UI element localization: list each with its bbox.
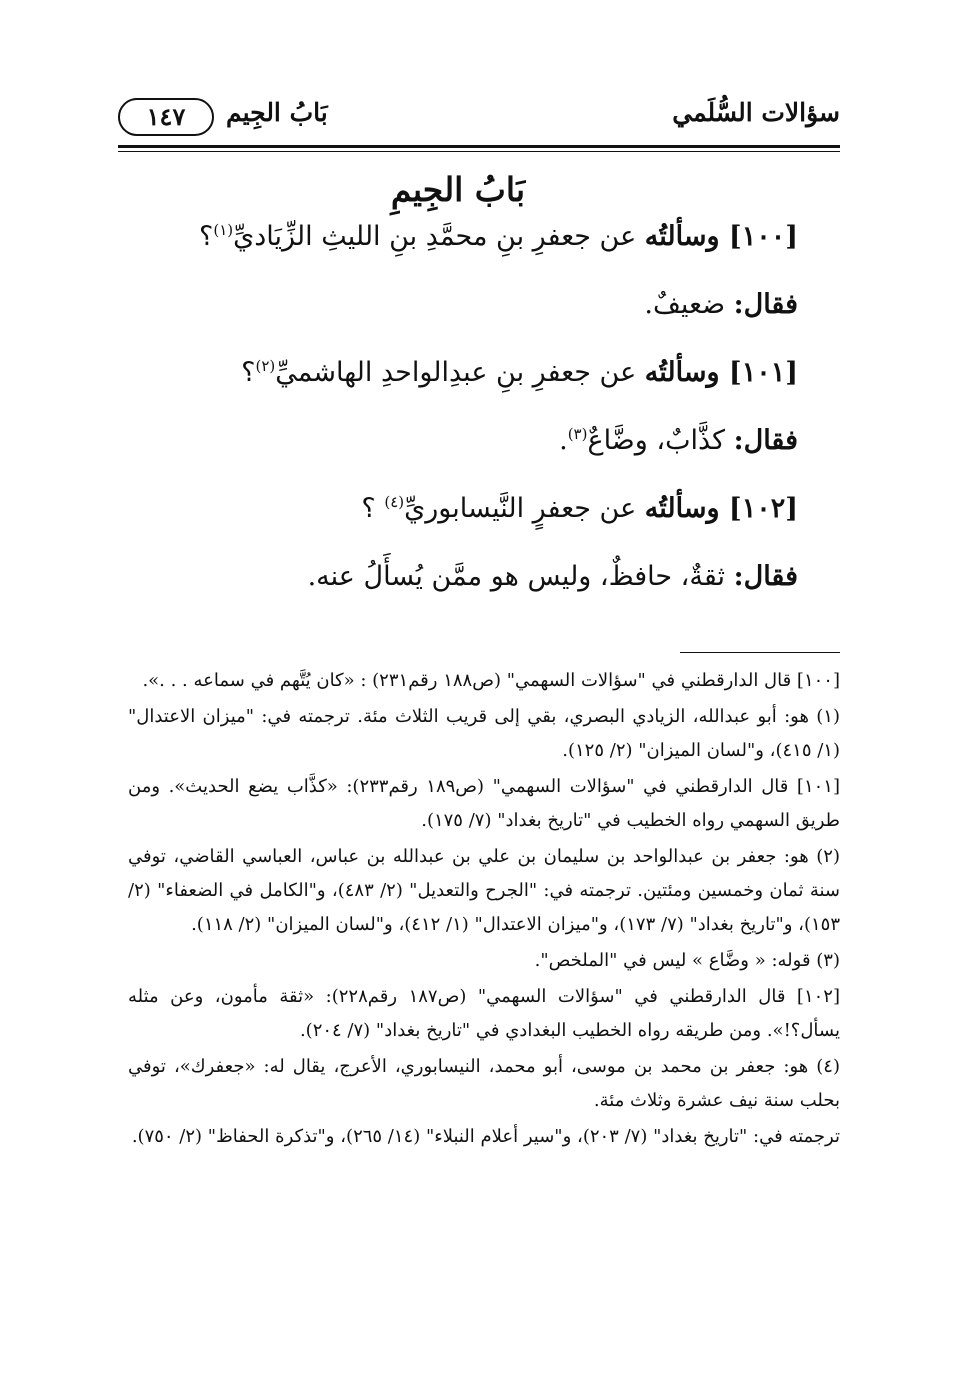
question-100 bbox=[118, 218, 798, 286]
footnote-ref: (٣) bbox=[567, 425, 588, 443]
header-rule-thin bbox=[118, 151, 840, 152]
footnote-item: [١٠٢] قال الدارقطني في "سؤالات السهمي" (ص١٨٧ رقم٢٢٨): «ثقة مأمون، وعن مثله يسأل؟!». ومن طريقه رواه الخطيب البغدادي في "تاريخ بغداد" (٧/ ٢٠٤). bbox=[128, 986, 841, 1041]
answer-text: ثقةٌ، حافظٌ، وليس هو ممَّن يُسأَلُ عنه. bbox=[307, 561, 734, 592]
answer-lead: فقال: bbox=[733, 289, 798, 320]
footnote-item: (١) هو: أبو عبدالله، الزيادي البصري، بقي إلى قريب الثلاث مئة. ترجمته في: "ميزان الاعتدال" (١/ ٤١٥)، و"لسان الميزان" (٢/ ١٢٥). bbox=[128, 706, 840, 761]
footnote-item: [١٠٠] قال الدارقطني في "سؤالات السهمي" (ص١٨٨ رقم٢٣١) : «كان يُتَّهم في سماعه . . .». bbox=[142, 670, 840, 691]
question-text: عن جعفرِ بنِ محمَّدِ بنِ الليثِ الزِّيَاديِّ bbox=[233, 221, 645, 252]
footnote-ref: (٢) bbox=[255, 357, 276, 375]
question-102 bbox=[118, 490, 798, 558]
question-mark: ؟ bbox=[198, 221, 214, 252]
answer-lead: فقال: bbox=[733, 561, 798, 592]
footnote-item: (٣) قوله: « وضَّاع » ليس في "الملخص". bbox=[534, 950, 840, 971]
footnote-item: ترجمته في: "تاريخ بغداد" (٧/ ٢٠٣)، و"سير أعلام النبلاء" (١٤/ ٢٦٥)، و"تذكرة الحفاظ" (٢/ ٧٥٠). bbox=[131, 1126, 840, 1147]
running-title: سؤالات السُّلَمي bbox=[672, 98, 840, 127]
answer-100 bbox=[118, 286, 798, 354]
question-text: عن جعفرِ بنِ عبدِالواحدِ الهاشميِّ bbox=[275, 357, 645, 388]
footnote-ref: (٤) bbox=[384, 493, 405, 511]
question-lead: [١٠١] وسألتُه bbox=[644, 357, 798, 388]
question-lead: [١٠٢] وسألتُه bbox=[644, 493, 798, 524]
question-lead: [١٠٠] وسألتُه bbox=[644, 221, 798, 252]
answer-102 bbox=[118, 558, 798, 626]
answer-end: . bbox=[559, 425, 568, 456]
footnotes bbox=[128, 664, 840, 1156]
answer-text: كذَّابٌ، وضَّاعٌ bbox=[587, 425, 734, 456]
question-mark: ؟ bbox=[241, 357, 256, 388]
question-text: عن جعفرٍ النَّيسابوريِّ bbox=[404, 493, 645, 524]
chapter-title: بَابُ الجِيم bbox=[226, 98, 328, 127]
footnote-ref: (١) bbox=[213, 221, 234, 239]
section-title: بَابُ الجِيمِ bbox=[390, 170, 526, 209]
page-number: ١٤٧ bbox=[118, 98, 214, 136]
answer-101 bbox=[118, 422, 798, 490]
answer-text: ضعيفٌ. bbox=[644, 289, 734, 320]
footnote-separator bbox=[680, 652, 840, 653]
footnote-item: (٢) هو: جعفر بن عبدالواحد بن سليمان بن علي بن عبدالله بن عباس، العباسي القاضي، توفي سنة ثمان وخمسين ومئتين. ترجمته في: "الجرح والتعديل" (٢/ ٤٨٣)، و"الكامل في الضعفاء" (٢/ ١٥٣)، و"تاريخ بغداد" (٧/ ١٧٣)، و"ميزان الاعتدال" (١/ ٤١٢)، و"لسان الميزان" (٢/ ١١٨). bbox=[128, 846, 840, 935]
question-101 bbox=[118, 354, 798, 422]
question-mark: ؟ bbox=[361, 493, 385, 524]
answer-lead: فقال: bbox=[733, 425, 798, 456]
main-text bbox=[118, 162, 798, 626]
page-header bbox=[118, 92, 840, 144]
header-rule-thick bbox=[118, 145, 840, 148]
footnote-item: [١٠١] قال الدارقطني في "سؤالات السهمي" (ص١٨٩ رقم٢٣٣): «كذَّاب يضع الحديث». ومن طريق السهمي رواه الخطيب في "تاريخ بغداد" (٧/ ١٧٥). bbox=[128, 776, 840, 831]
footnote-item: (٤) هو: جعفر بن محمد بن موسى، أبو محمد، النيسابوري، الأعرج، يقال له: «جعفرك»، توفي بحلب سنة نيف عشرة وثلاث مئة. bbox=[128, 1056, 840, 1111]
